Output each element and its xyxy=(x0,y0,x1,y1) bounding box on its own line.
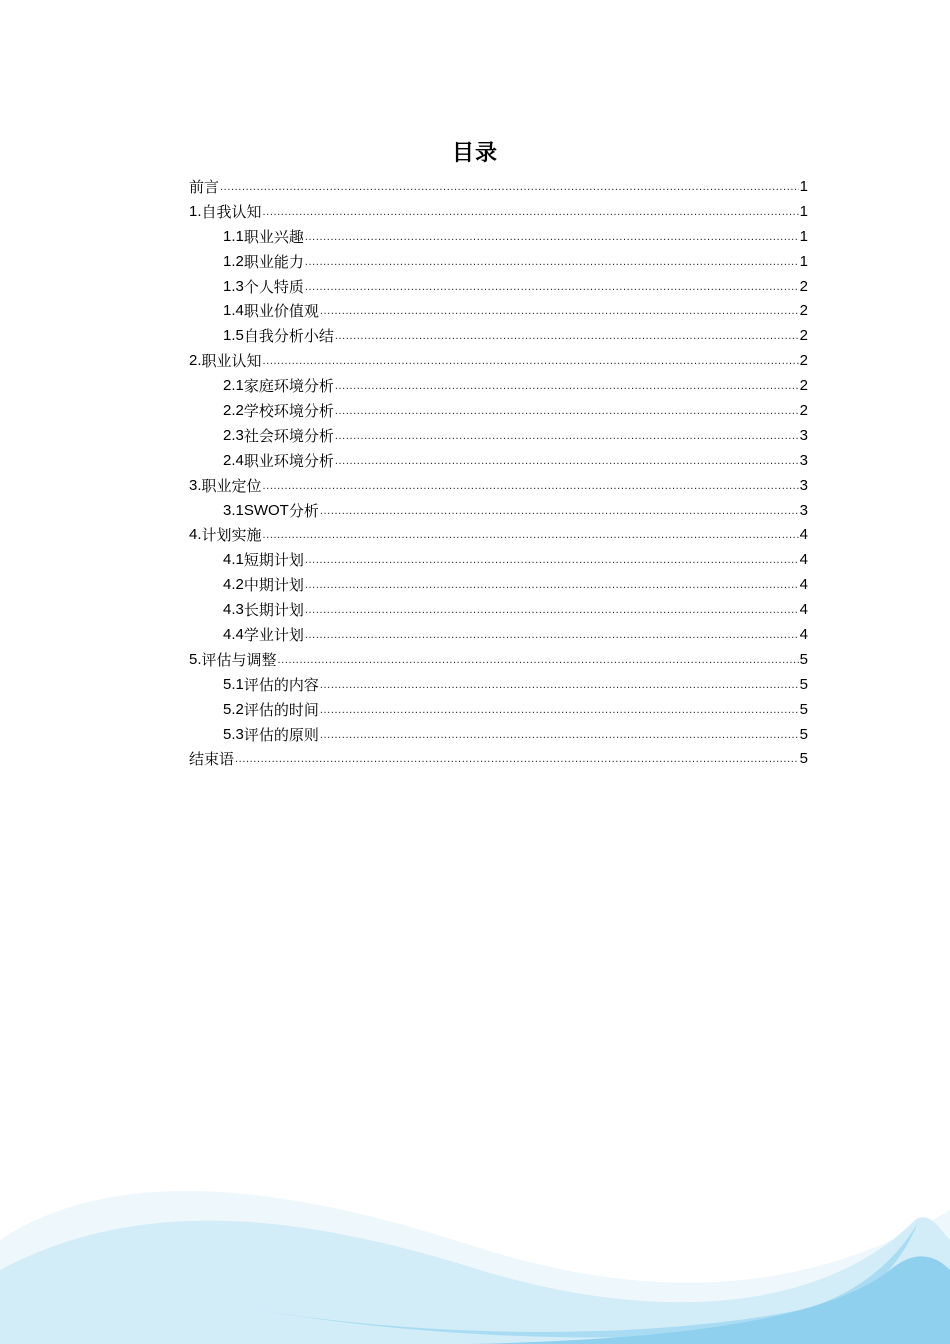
toc-entry[interactable] xyxy=(189,250,808,275)
toc-entry-label: 职业环境分析 xyxy=(243,451,334,470)
toc-entry[interactable] xyxy=(189,623,808,648)
toc-entry-number: 4.1 xyxy=(223,551,244,569)
toc-entry-label: 评估与调整 xyxy=(201,650,277,669)
toc-entry[interactable] xyxy=(189,200,808,225)
dot-leader xyxy=(278,648,799,673)
dot-leader xyxy=(335,399,799,424)
toc-entry[interactable] xyxy=(189,324,808,349)
toc-entry-label: 自我认知 xyxy=(201,202,262,221)
toc-entry-number: 2.1 xyxy=(223,377,244,395)
toc-entry-number: 2. xyxy=(189,352,202,370)
toc-entry-label: 职业价值观 xyxy=(243,302,319,321)
dot-leader xyxy=(235,747,799,772)
toc-entry[interactable] xyxy=(189,175,808,200)
toc-entry-label: 职业定位 xyxy=(201,476,262,495)
toc-entry-label: 中期计划 xyxy=(243,576,304,595)
dot-leader xyxy=(320,299,799,324)
toc-entry[interactable] xyxy=(189,275,808,300)
toc-entry[interactable] xyxy=(189,698,808,723)
toc-entry-number: 3. xyxy=(189,476,202,494)
toc-entry-number: 5.1 xyxy=(223,675,244,693)
toc-entry-label: 计划实施 xyxy=(201,526,262,545)
toc-entry[interactable] xyxy=(189,499,808,524)
toc-entry-page-number: 1 xyxy=(799,227,808,245)
toc-entry[interactable] xyxy=(189,723,808,748)
toc-entry[interactable] xyxy=(189,449,808,474)
dot-leader xyxy=(335,324,799,349)
toc-entry[interactable] xyxy=(189,523,808,548)
toc-entry-page-number: 2 xyxy=(799,277,808,295)
toc-entry-page-number: 3 xyxy=(799,476,808,494)
toc-entry[interactable] xyxy=(189,399,808,424)
toc-entry-page-number: 5 xyxy=(799,700,808,718)
toc-entry-number: 5.2 xyxy=(223,700,244,718)
dot-leader xyxy=(305,225,799,250)
toc-entry-label: 社会环境分析 xyxy=(243,426,334,445)
dot-leader xyxy=(335,374,799,399)
toc-entry-page-number: 4 xyxy=(799,526,808,544)
dot-leader xyxy=(320,499,799,524)
toc-entry[interactable] xyxy=(189,648,808,673)
toc-entry-number: 2.3 xyxy=(223,426,244,444)
toc-entry-number: 5.3 xyxy=(223,725,244,743)
toc-entry-number: 3.1SWOT xyxy=(223,501,289,519)
toc-entry-page-number: 1 xyxy=(799,177,808,195)
dot-leader xyxy=(305,598,799,623)
toc-entry-page-number: 5 xyxy=(799,750,808,768)
dot-leader xyxy=(263,523,799,548)
toc-entry[interactable] xyxy=(189,598,808,623)
toc-entry-page-number: 3 xyxy=(799,451,808,469)
toc-entry-page-number: 2 xyxy=(799,302,808,320)
toc-entry-page-number: 2 xyxy=(799,402,808,419)
toc-entry-label: 评估的时间 xyxy=(243,700,319,719)
toc-entry-label: 家庭环境分析 xyxy=(243,377,334,396)
toc-entry-number: 4.2 xyxy=(223,576,244,594)
toc-entry-page-number: 5 xyxy=(799,650,808,668)
dot-leader xyxy=(335,424,799,449)
toc-entry-number: 1.2 xyxy=(223,252,244,270)
toc-entry-number: 4.3 xyxy=(223,601,244,619)
toc-entry-label: 学业计划 xyxy=(243,626,304,645)
toc-entry-page-number: 2 xyxy=(799,327,808,345)
toc-entry-number: 1.4 xyxy=(223,302,244,320)
toc-entry-label: 职业兴趣 xyxy=(243,227,304,246)
toc-entry-label: 分析 xyxy=(288,501,319,520)
page-title: 目录 xyxy=(451,141,498,166)
toc-entry-page-number: 4 xyxy=(799,601,808,619)
toc-entry-label: 评估的原则 xyxy=(243,725,319,744)
toc-entry-number: 1.1 xyxy=(223,227,244,245)
toc-entry[interactable] xyxy=(189,374,808,399)
toc-entry[interactable] xyxy=(189,299,808,324)
toc-entry-label: 结束语 xyxy=(189,750,235,769)
toc-entry-label: 前言 xyxy=(189,177,220,196)
toc-entry-number: 2.4 xyxy=(223,451,244,469)
dot-leader xyxy=(263,474,799,499)
toc-entry-page-number: 1 xyxy=(799,252,808,270)
toc-entry-page-number: 4 xyxy=(799,576,808,594)
dot-leader xyxy=(305,623,799,648)
toc-entry-page-number: 4 xyxy=(799,551,808,569)
decorative-wave-footer xyxy=(0,1150,950,1344)
dot-leader xyxy=(263,200,799,225)
toc-entry-page-number: 5 xyxy=(799,675,808,693)
toc-entry-label: 学校环境分析 xyxy=(243,402,334,420)
toc-entry[interactable] xyxy=(189,424,808,449)
dot-leader xyxy=(320,698,799,723)
toc-entry-number: 4. xyxy=(189,526,202,544)
toc-entry-page-number: 3 xyxy=(799,426,808,444)
toc-entry[interactable] xyxy=(189,349,808,374)
dot-leader xyxy=(305,275,799,300)
dot-leader xyxy=(320,723,799,748)
dot-leader xyxy=(305,250,799,275)
toc-entry-number: 1.3 xyxy=(223,277,244,295)
dot-leader xyxy=(305,573,799,598)
toc-entry-label: 评估的内容 xyxy=(243,675,319,694)
toc-entry-label: 自我分析小结 xyxy=(243,327,334,346)
toc-entry[interactable] xyxy=(189,747,808,772)
toc-entry-number: 4.4 xyxy=(223,626,244,644)
dot-leader xyxy=(220,175,799,200)
toc-entry-page-number: 2 xyxy=(799,352,808,370)
toc-entry-page-number: 2 xyxy=(799,377,808,395)
toc-entry-number: 1.5 xyxy=(223,327,244,345)
toc-entry-number: 2.2 xyxy=(223,402,244,419)
toc-entry-label: 短期计划 xyxy=(243,551,304,570)
toc-entry-page-number: 5 xyxy=(799,725,808,743)
toc-entry-label: 长期计划 xyxy=(243,601,304,620)
toc-entry[interactable] xyxy=(189,573,808,598)
toc-entry-number: 5. xyxy=(189,650,202,668)
toc-entry[interactable] xyxy=(189,548,808,573)
toc-entry-page-number: 3 xyxy=(799,501,808,519)
toc-entry-label: 个人特质 xyxy=(243,277,304,296)
toc-entry-page-number: 1 xyxy=(799,202,808,220)
toc-entry[interactable] xyxy=(189,673,808,698)
table-of-contents xyxy=(189,175,808,772)
dot-leader xyxy=(305,548,799,573)
toc-entry[interactable] xyxy=(189,225,808,250)
dot-leader xyxy=(335,449,799,474)
toc-entry-number: 1. xyxy=(189,202,202,220)
toc-entry[interactable] xyxy=(189,474,808,499)
toc-entry-label: 职业能力 xyxy=(243,252,304,271)
toc-entry-label: 职业认知 xyxy=(201,352,262,371)
toc-entry-page-number: 4 xyxy=(799,626,808,644)
dot-leader xyxy=(263,349,799,374)
dot-leader xyxy=(320,673,799,698)
